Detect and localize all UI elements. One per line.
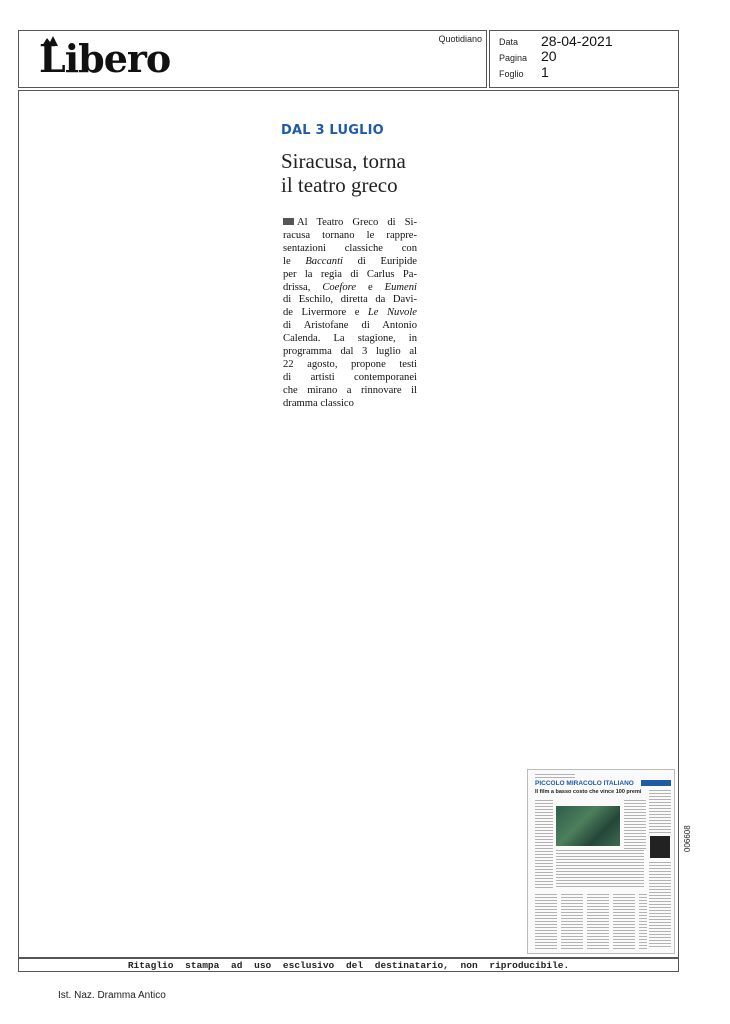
page-value: 20	[541, 48, 557, 64]
date-value: 28-04-2021	[541, 33, 613, 49]
article-headline	[281, 149, 441, 197]
thumbnail-photo	[556, 806, 620, 846]
article-line: di Eschilo, diretta da Davi-	[283, 294, 417, 306]
logo-text: Libero	[39, 36, 171, 81]
article-line: di artisti contemporanei	[283, 371, 417, 383]
sheet-label: Foglio	[499, 69, 524, 79]
article-line: dramma classico	[283, 397, 354, 409]
page-thumbnail	[527, 769, 675, 954]
article-line: che mirano a rinnovare il	[283, 384, 417, 396]
page-label: Pagina	[499, 53, 528, 63]
side-code: 006608	[683, 825, 692, 852]
footer-bar	[18, 958, 679, 972]
article-line: drissa, Coefore e Eumeni	[283, 281, 418, 293]
article-line: le Baccanti di Euripide	[283, 255, 418, 267]
thumbnail-subtitle: Il film a basso costo che vince 100 premi	[535, 789, 642, 795]
date-label: Data	[499, 37, 519, 47]
article-line: de Livermore e Le Nuvole	[283, 307, 418, 319]
article-line: racusa tornano le rappre-	[283, 229, 417, 241]
thumbnail-title: PICCOLO MIRACOLO ITALIANO	[535, 780, 634, 787]
article-line: di Aristofane di Antonio	[283, 320, 417, 332]
meta-box	[489, 30, 679, 88]
article-kicker: DAL 3 LUGLIO	[281, 123, 384, 138]
newspaper-logo	[39, 36, 171, 81]
article-body	[283, 217, 417, 411]
client-name: Ist. Naz. Dramma Antico	[58, 990, 166, 1001]
article-line: 22 agosto, propone testi	[283, 358, 417, 370]
publication-type: Quotidiano	[438, 34, 482, 44]
thumbnail-dark-box	[650, 836, 670, 858]
article-line: programma dal 3 luglio al	[283, 346, 417, 358]
paragraph-marker	[283, 218, 294, 225]
footer-notice: Ritaglio stampa ad uso esclusivo del destinatario, non riproducibile.	[127, 960, 570, 971]
article-line: per la regia di Carlus Pa-	[283, 268, 417, 280]
article-line: Calenda. La stagione, in	[283, 333, 417, 345]
headline-line: Siracusa, torna	[281, 149, 406, 173]
sheet-value: 1	[541, 64, 549, 80]
emblem-icon	[41, 35, 59, 47]
headline-line: il teatro greco	[281, 173, 398, 197]
clipping-area	[18, 90, 679, 958]
article-line: Al Teatro Greco di Si-	[283, 217, 417, 230]
thumbnail-blue-bar	[641, 780, 671, 786]
article-line: sentazioni classiche con	[283, 242, 417, 254]
masthead-box	[18, 30, 487, 88]
